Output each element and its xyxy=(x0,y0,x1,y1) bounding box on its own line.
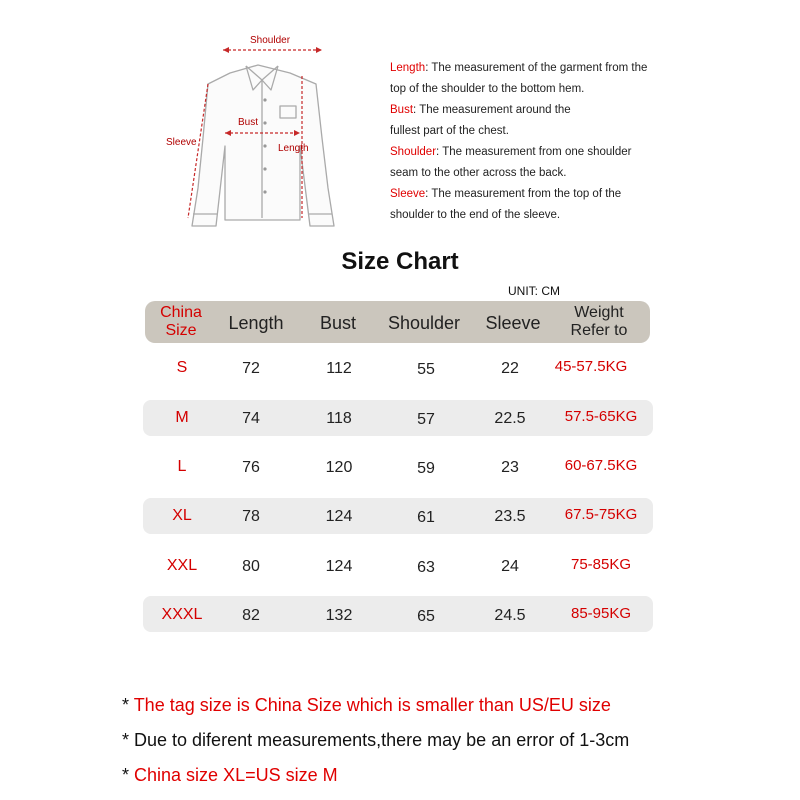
bust-cell: 120 xyxy=(325,459,353,476)
diagram-label-shoulder: Shoulder xyxy=(250,35,291,46)
size-cell: L xyxy=(177,458,187,475)
length-cell: 72 xyxy=(242,360,260,377)
bust-cell: 132 xyxy=(325,607,353,624)
sleeve-cell: 24.5 xyxy=(494,607,526,624)
sleeve-cell: 23.5 xyxy=(494,508,526,525)
length-cell: 76 xyxy=(242,459,260,476)
definition-length: Length: The measurement of the garment from the xyxy=(390,62,648,74)
shirt-measurement-diagram xyxy=(150,28,375,240)
size-cell: XXL xyxy=(166,557,198,574)
definition-sleeve: Sleeve: The measurement from the top of the xyxy=(390,188,622,200)
bust-cell: 124 xyxy=(325,558,353,575)
length-cell: 80 xyxy=(242,558,260,575)
diagram-label-length: Length xyxy=(278,143,309,154)
sleeve-cell: 22 xyxy=(501,360,519,377)
weight-cell: 45-57.5KG xyxy=(554,358,628,375)
shirt-outline-illustration xyxy=(150,28,375,240)
weight-cell: 60-67.5KG xyxy=(564,457,638,474)
bust-cell: 118 xyxy=(326,410,352,427)
shoulder-cell: 59 xyxy=(417,460,435,477)
diagram-label-bust: Bust xyxy=(238,117,259,128)
sleeve-cell: 22.5 xyxy=(494,410,526,427)
sleeve-cell: 24 xyxy=(501,558,519,575)
page-title: Size Chart xyxy=(341,248,459,275)
length-cell: 82 xyxy=(242,607,260,624)
size-cell: S xyxy=(176,359,188,376)
header-china-size: China Size xyxy=(160,304,202,339)
definition-bust: Bust: The measurement around the xyxy=(390,104,571,116)
header-weight: Weight Refer to xyxy=(570,304,628,339)
note-size-conversion: * China size XL=US size M xyxy=(122,765,338,785)
bust-cell: 124 xyxy=(325,508,353,525)
shoulder-cell: 55 xyxy=(417,361,435,378)
bust-cell: 112 xyxy=(326,360,352,377)
sleeve-cell: 23 xyxy=(501,459,519,476)
length-cell: 78 xyxy=(242,508,260,525)
weight-cell: 85-95KG xyxy=(570,605,632,622)
note-tag-size: * The tag size is China Size which is smaller than US/EU size xyxy=(122,695,611,715)
length-cell: 74 xyxy=(242,410,260,427)
shoulder-cell: 57 xyxy=(417,411,435,428)
weight-cell: 67.5-75KG xyxy=(564,506,638,523)
header-sleeve: Sleeve xyxy=(485,313,541,333)
header-length: Length xyxy=(228,313,284,333)
shoulder-cell: 63 xyxy=(417,559,435,576)
size-cell: XL xyxy=(172,507,192,524)
definition-shoulder: Shoulder: The measurement from one shoulder xyxy=(390,146,632,158)
size-cell: XXXL xyxy=(161,606,203,623)
header-bust: Bust xyxy=(319,313,357,333)
size-cell: M xyxy=(175,409,189,426)
size-notes xyxy=(122,688,629,793)
diagram-label-sleeve: Sleeve xyxy=(166,137,197,148)
header-shoulder: Shoulder xyxy=(387,313,461,333)
weight-cell: 57.5-65KG xyxy=(564,408,638,425)
weight-cell: 75-85KG xyxy=(570,556,632,573)
shoulder-cell: 61 xyxy=(417,509,435,526)
measurement-definitions: Length: The measurement of the garment from the top of the shoulder to the bottom hem. Bust: The measurement around the fullest part of the chest. Shoulder: The measurement from one shoulder seam to the other across the back. Sleeve: The measurement from the top of the shoulder to the end of the sleeve. xyxy=(390,58,690,226)
unit-label: UNIT: CM xyxy=(508,284,560,298)
note-measurement-error: * Due to diferent measurements,there may be an error of 1-3cm xyxy=(122,730,630,750)
shoulder-cell: 65 xyxy=(417,608,435,625)
